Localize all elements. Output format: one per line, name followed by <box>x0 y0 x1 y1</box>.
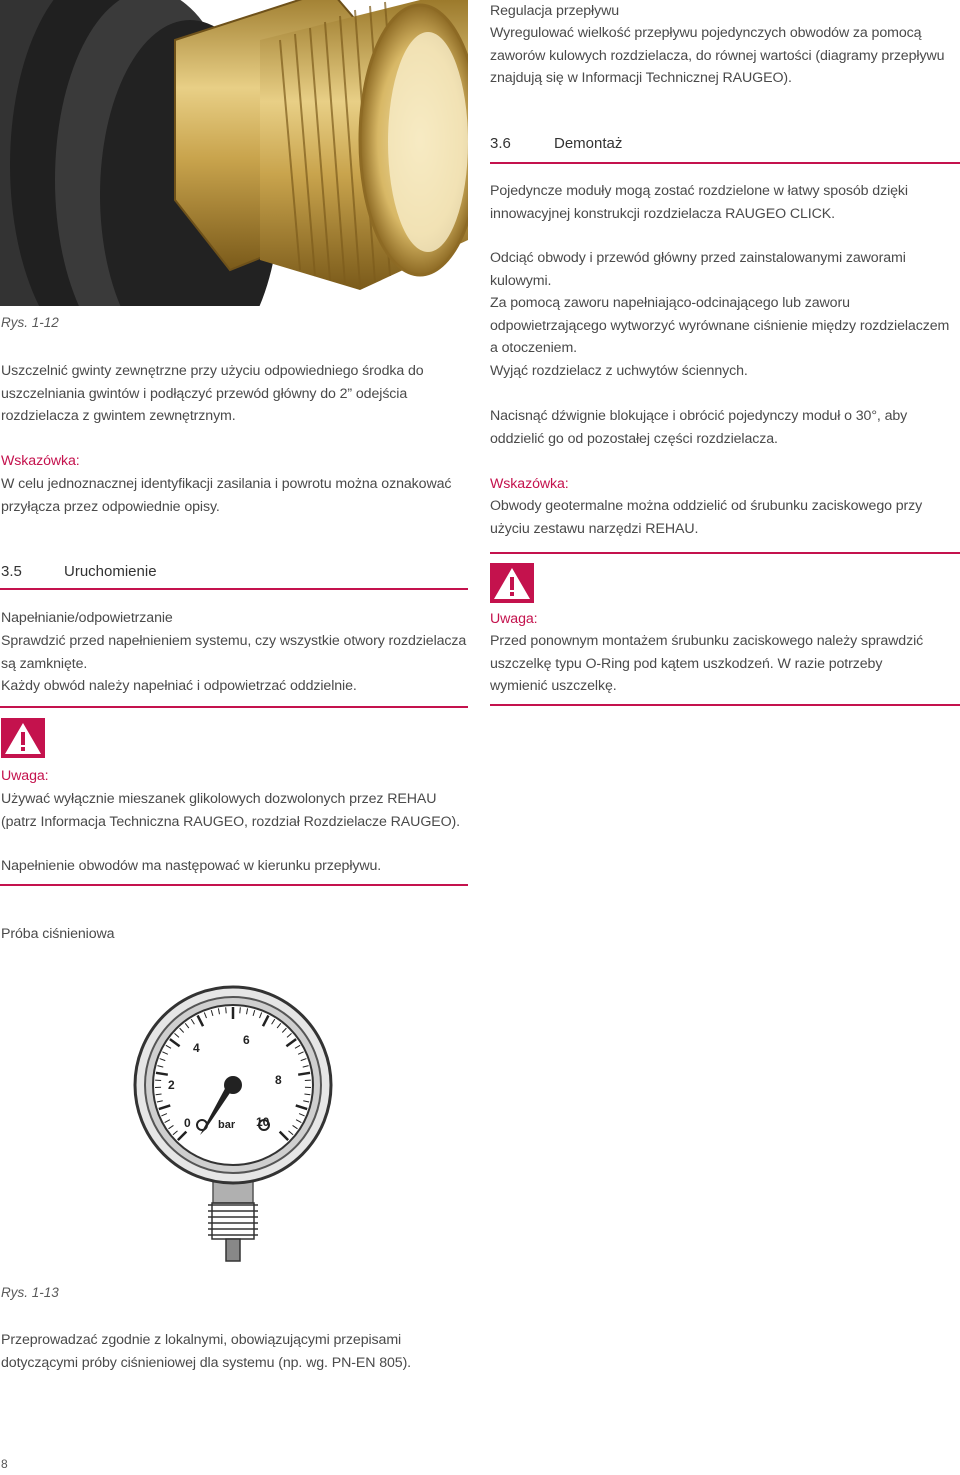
gauge-label-4: 4 <box>193 1041 200 1055</box>
gauge-label-10: 10 <box>256 1115 270 1129</box>
gauge-unit: bar <box>218 1119 236 1131</box>
gauge-label-2: 2 <box>168 1078 175 1092</box>
warning-top-rule-right <box>490 552 960 554</box>
hint-text-right: Obwody geotermalne można oddzielić od śrubunku zaciskowego przy użyciu zestawu narzędzi REHAU. <box>490 498 923 537</box>
regulation-title: Regulacja przepływu <box>490 3 620 19</box>
pressure-equalize-paragraph: Za pomocą zaworu napełniająco-odcinającego lub zaworu odpowietrzającego wytworzyć wyrównane ciśnienie między rozdzielaczem a otoczeniem. <box>490 295 950 356</box>
modules-paragraph: Pojedyncze moduły mogą zostać rozdzielone w łatwy sposób dzięki innowacyjnej konstrukcji rozdzielacza RAUGEO CLICK. <box>490 183 908 222</box>
pressure-test-paragraph: Przeprowadzać zgodnie z lokalnymi, obowiązującymi przepisami dotyczącymi próby ciśnieniowej dla systemu (np. wg. PN-EN 805). <box>1 1332 412 1371</box>
section-rule <box>0 588 468 590</box>
section-number-3-6: 3.6 <box>490 135 511 152</box>
hint-text: W celu jednoznacznej identyfikacji zasilania i powrotu można oznakować przyłącza przez odpowiednie opisy. <box>1 476 452 515</box>
subheading-pressure-test: Próba ciśnieniowa <box>1 926 115 942</box>
fill-separately-paragraph: Każdy obwód należy napełniać i odpowietrzać oddzielnie. <box>1 678 357 694</box>
fitting-photo <box>0 0 468 306</box>
warning-label: Uwaga: <box>1 768 49 784</box>
section-bottom-rule <box>0 884 468 886</box>
gauge-label-0: 0 <box>184 1116 191 1130</box>
press-levers-paragraph: Nacisnąć dźwignie blokujące i obrócić pojedynczy moduł o 30°, aby oddzielić go od pozostałej części rozdzielacza. <box>490 408 908 447</box>
page-number: 8 <box>1 1457 8 1471</box>
section-title-demontaz: Demontaż <box>554 135 623 152</box>
gauge-label-8: 8 <box>275 1073 282 1087</box>
section-title-uruchomienie: Uruchomienie <box>64 563 157 580</box>
section-rule-3-6 <box>490 162 960 164</box>
gauge-label-6: 6 <box>243 1033 250 1047</box>
seal-threads-paragraph: Uszczelnić gwinty zewnętrzne przy użyciu odpowiedniego środka do uszczelniania gwintów i podłączyć przewód główny do 2” odejścia rozdzielacza z gwintem zewnętrznym. <box>1 363 424 424</box>
flow-direction-paragraph: Napełnienie obwodów ma następować w kierunku przepływu. <box>1 858 382 874</box>
warning-icon-right <box>490 563 534 603</box>
pressure-gauge-figure <box>130 985 340 1265</box>
hint-label-right: Wskazówka: <box>490 476 569 492</box>
subheading-filling: Napełnianie/odpowietrzanie <box>1 610 173 626</box>
regulation-text: Wyregulować wielkość przepływu pojedynczych obwodów za pomocą zaworów kulowych rozdzielacza, do równej wartości (diagramy przepływu znajdują się w Informacji Technicznej RAUGEO). <box>490 25 945 86</box>
cut-off-paragraph: Odciąć obwody i przewód główny przed zainstalowanymi zaworami kulowymi. <box>490 250 906 289</box>
warning-label-right: Uwaga: <box>490 611 538 627</box>
warning-bottom-rule-right <box>490 704 960 706</box>
gauge-tick <box>226 1007 227 1013</box>
warning-text-right: Przed ponownym montażem śrubunku zaciskowego należy sprawdzić uszczelkę typu O-Ring pod kątem uszkodzeń. W razie potrzeby wymienić uszczelkę. <box>490 633 924 694</box>
warning-text: Używać wyłącznie mieszanek glikolowych dozwolonych przez REHAU (patrz Informacja Techniczna RAUGEO, rozdział Rozdzielacze RAUGEO). <box>1 791 461 830</box>
figure-caption-1-13: Rys. 1-13 <box>1 1285 59 1300</box>
warning-icon <box>1 718 45 758</box>
gauge-tick <box>240 1007 241 1013</box>
warning-top-rule <box>0 706 468 708</box>
section-number-3-5: 3.5 <box>1 563 22 580</box>
remove-manifold-paragraph: Wyjąć rozdzielacz z uchwytów ściennych. <box>490 363 748 379</box>
figure-caption-1-12: Rys. 1-12 <box>1 315 59 330</box>
check-closed-paragraph: Sprawdzić przed napełnieniem systemu, czy wszystkie otwory rozdzielacza są zamknięte. <box>1 633 467 672</box>
hint-label: Wskazówka: <box>1 453 80 469</box>
